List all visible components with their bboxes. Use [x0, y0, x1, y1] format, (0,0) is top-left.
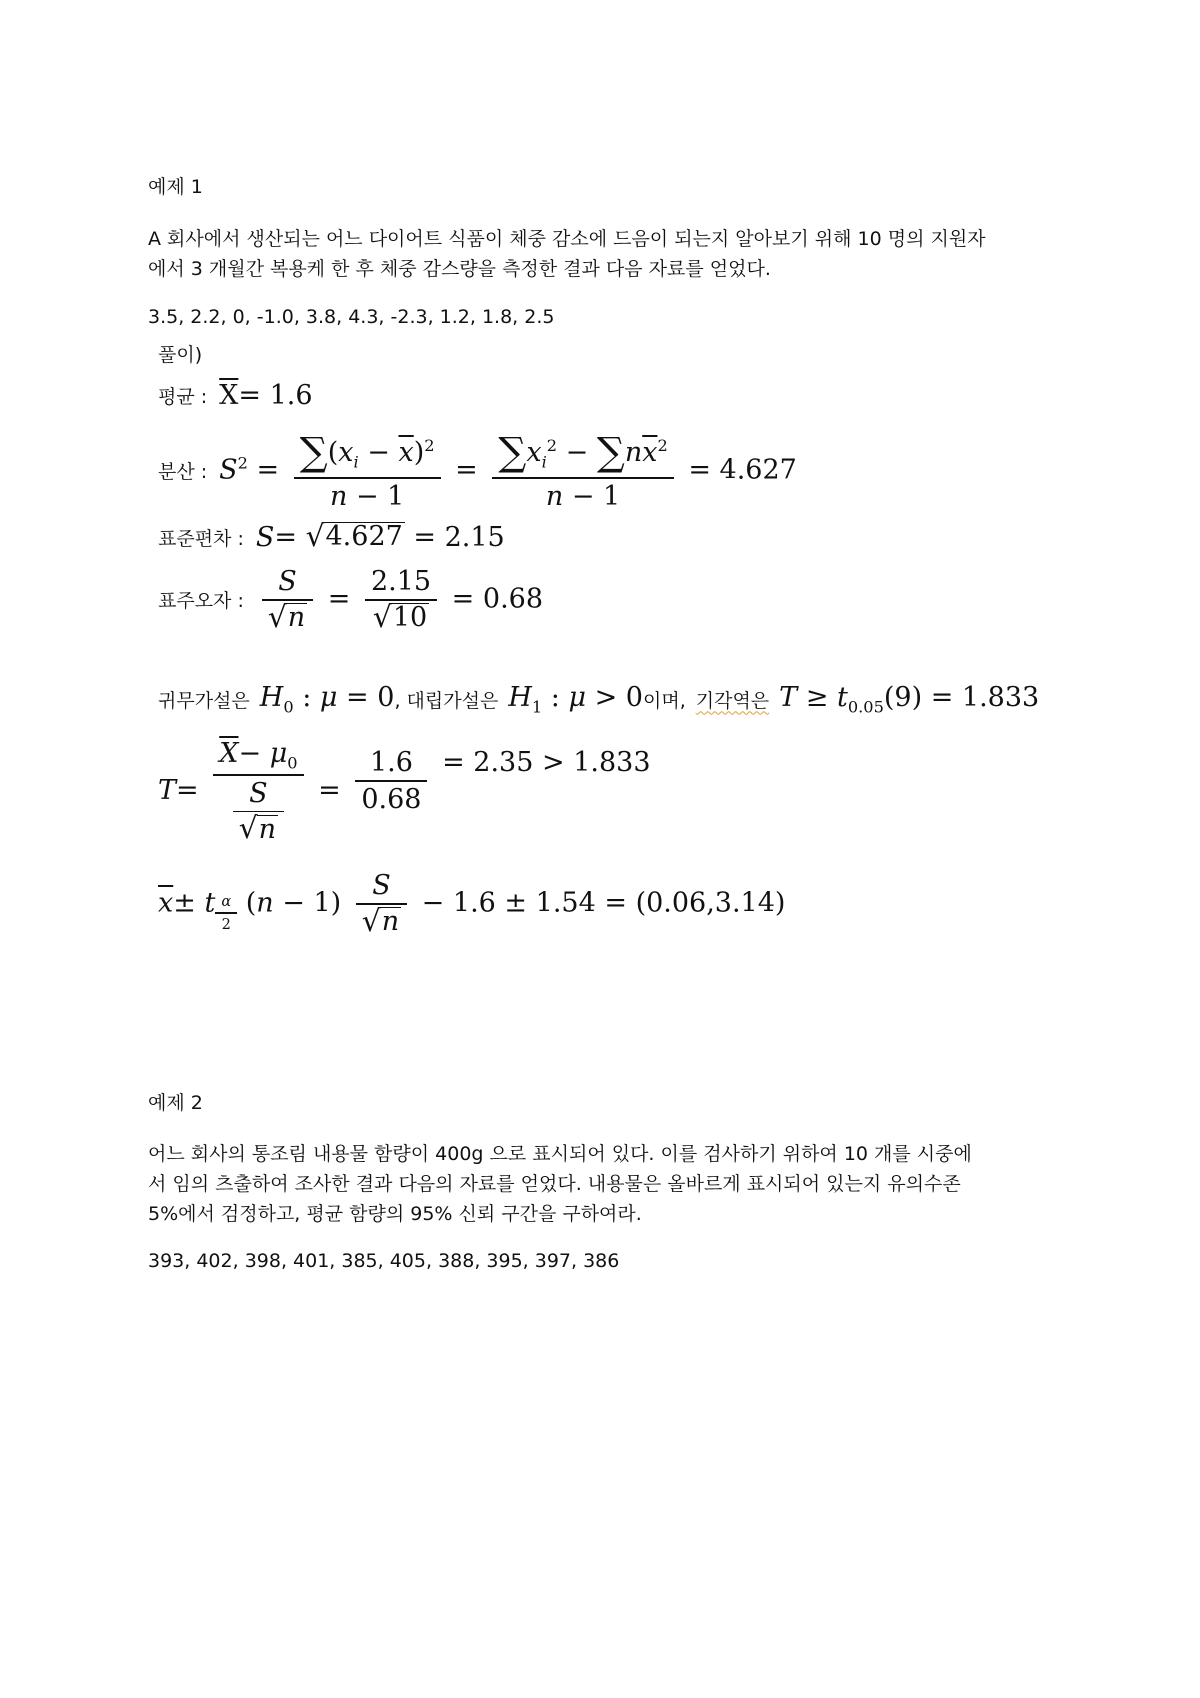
t-value: 2.35 [473, 747, 534, 779]
ci-row [158, 870, 785, 938]
t-stat-row [158, 738, 651, 845]
example1-problem-line2: 에서 3 개월간 복용케 한 후 체중 감스량을 측정한 결과 다음 자료를 얻었다. [148, 258, 771, 280]
hyp-null-text: 귀무가설은 [158, 689, 250, 712]
sd-label: 표준편차 : [158, 528, 244, 550]
solution-heading: 풀이) [158, 344, 203, 366]
t-crit-sub: 0.05 [847, 697, 884, 717]
se-den: 10 [392, 601, 428, 633]
hypothesis-row [158, 682, 1039, 716]
example2-problem-line1: 어느 회사의 통조림 내용물 함량이 400g 으로 표시되어 있다. 이를 검사하기 위하여 10 개를 시중에 [148, 1143, 972, 1165]
mean-formula: $\overline{X}= 1.6$ [219, 380, 313, 411]
ci-interval: (0.06,3.14) [635, 887, 786, 919]
sd-row [158, 519, 505, 554]
hyp-null-value: 0 [377, 682, 395, 713]
example1-title: 예제 1 [148, 176, 203, 198]
t-crit-df: (9) [883, 682, 923, 713]
hyp-alt-value: 0 [625, 682, 643, 713]
t-den: 0.68 [361, 783, 422, 815]
reject-text: 기각역은 [695, 689, 770, 712]
mean-row [158, 380, 313, 411]
hyp-alt-formula: $H_1$ : μ > 0 [508, 682, 643, 717]
reject-formula: $T \ge t_{0.05}(9) = 1.833$ [779, 682, 1040, 717]
mean-label: 평균 : [158, 386, 208, 408]
example2-title: 예제 2 [148, 1092, 203, 1114]
variance-row [158, 430, 797, 512]
mean-value: 1.6 [269, 380, 313, 411]
se-num: 2.15 [370, 566, 432, 597]
example1-data: 3.5, 2.2, 0, -1.0, 3.8, 4.3, -2.3, 1.2, 1.8, 2.5 [148, 306, 555, 328]
sd-value: 2.15 [444, 522, 505, 553]
se-row [158, 566, 543, 634]
se-label: 표주오자 : [158, 590, 244, 613]
variance-formula: $S^2$ = $\frac{\sum(x_i - \overline{x})^2}{n - 1}$ = $\frac{\sum x_i^2 - \sum n\overline{x}^2}{n - 1}$ = 4.627 [219, 430, 797, 512]
ci-margin: 1.54 [535, 887, 596, 919]
t-compare: 1.833 [573, 747, 651, 779]
t-crit: 1.833 [961, 682, 1040, 713]
hyp-alt-text: , 대립가설은 [394, 689, 499, 712]
t-num: 1.6 [369, 747, 413, 779]
variance-label: 분산 : [158, 461, 208, 484]
hyp-null-formula: $H_0$ : μ = 0 [259, 682, 395, 717]
sd-formula: S= √ 4.627 = 2.15 [255, 519, 505, 554]
variance-value: 4.627 [719, 454, 797, 486]
ci-center: 1.6 [452, 887, 496, 919]
example2-problem-line3: 5%에서 검정하고, 평균 함량의 95% 신뢰 구간을 구하여라. [148, 1203, 642, 1225]
example2-data: 393, 402, 398, 401, 385, 405, 388, 395, 397, 386 [148, 1250, 620, 1272]
example2-problem-line2: 서 임의 츠출하여 조사한 결과 다음의 자료를 얻었다. 내용물은 올바르게 표시되어 있는지 유의수존 [148, 1173, 961, 1195]
se-value: 0.68 [482, 583, 544, 615]
sd-radicand: 4.627 [325, 521, 403, 553]
ci-formula: $\overline{x}\pm t$ $_{\frac{\alpha}{2}}$ (n − 1) S √ n − 1.6 ± 1.54 = (0.06,3.14) [158, 870, 786, 939]
hyp-alt-suffix: 이며, [642, 689, 686, 712]
t-stat-formula: T= $\overline{X}- \mu_0$ S √ n = $\frac{1.6}{0.68}$ = 2.35 > 1.833 [158, 738, 651, 847]
example1-problem-line1: A 회사에서 생산되는 어느 다이어트 식품이 체중 감소에 드음이 되는지 알아보기 위해 10 명의 지원자 [148, 228, 986, 250]
se-formula: S √ n = 2.15 √ 10 = 0.68 [256, 566, 543, 634]
